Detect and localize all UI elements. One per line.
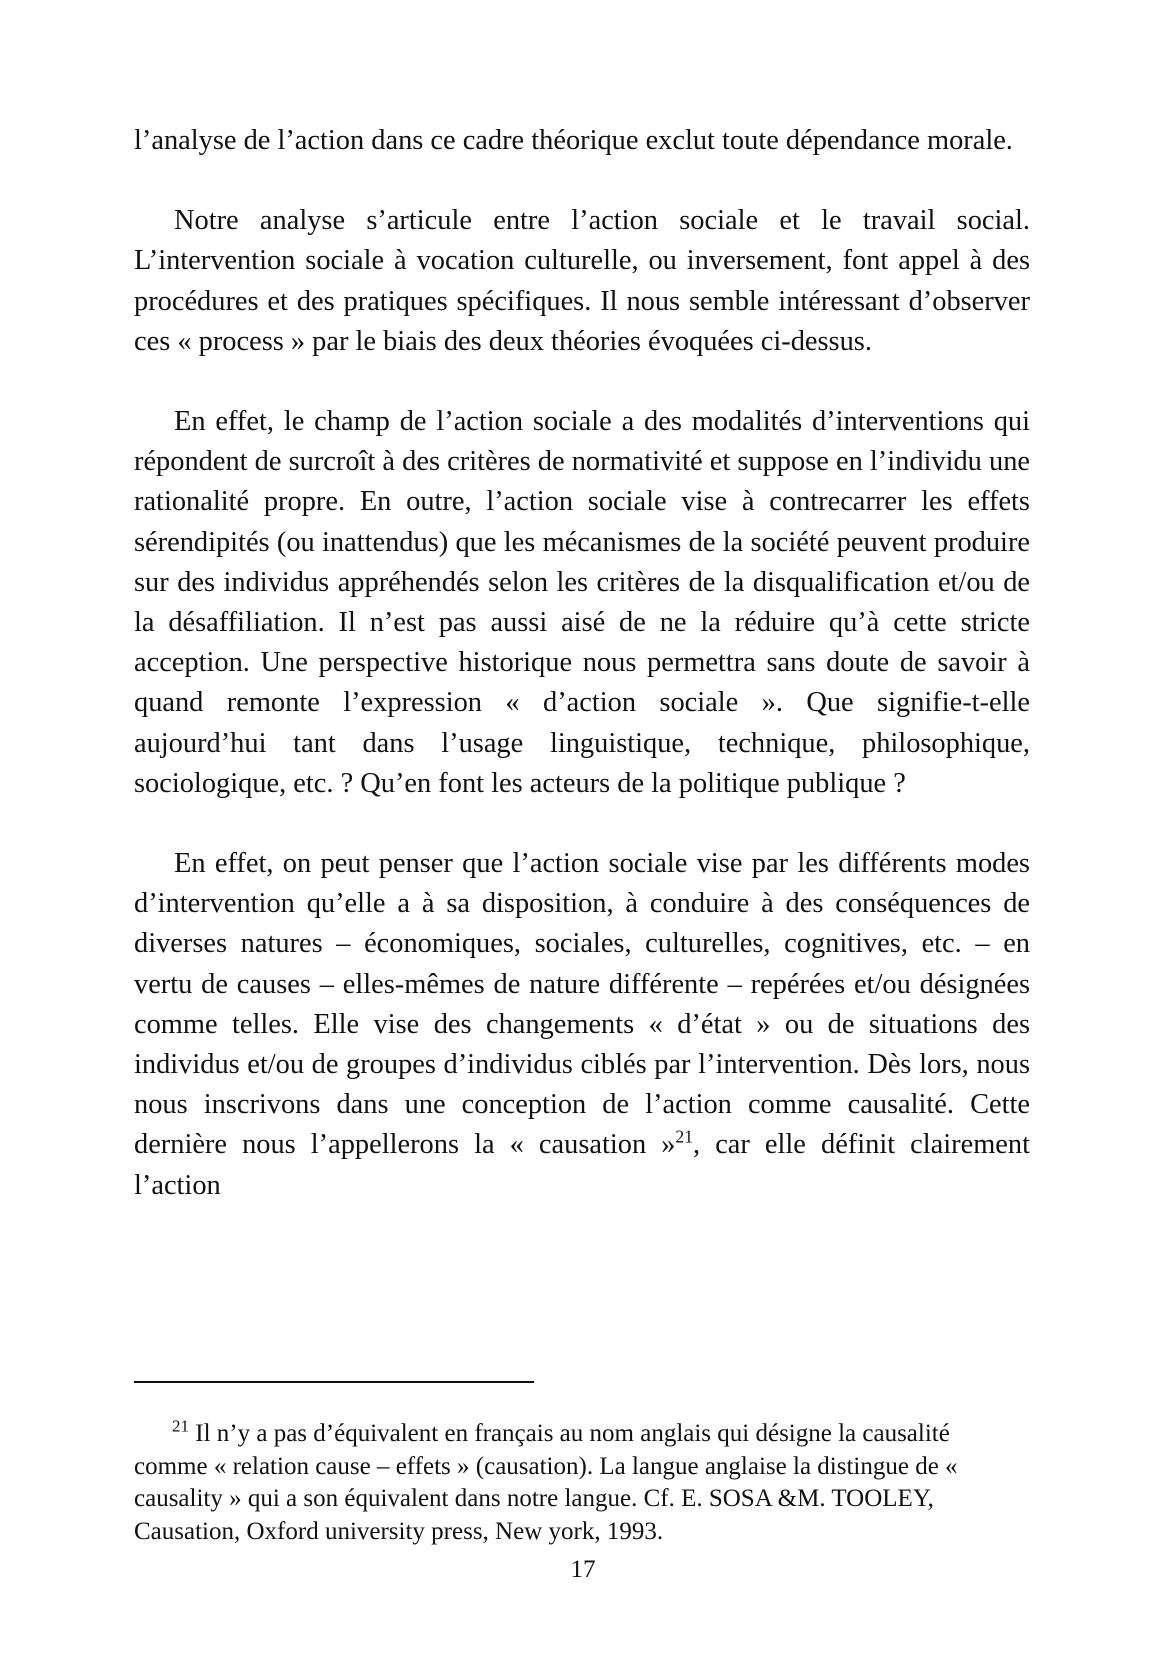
page-number: 17 — [570, 1556, 596, 1583]
footnote-separator — [134, 1381, 534, 1383]
paragraph-1: l’analyse de l’action dans ce cadre théorique exclut toute dépendance morale. — [134, 125, 1013, 156]
paragraph-4-text-end: , car elle définit clairement l’action — [134, 1129, 1030, 1201]
paragraph-gap — [134, 161, 1030, 201]
footnote — [134, 1418, 1014, 1548]
paragraph-gap — [134, 804, 1030, 844]
footnote-reference: 21 — [675, 1127, 694, 1147]
paragraph-gap — [134, 362, 1030, 402]
footnote-text: Il n’y a pas d’équivalent en français au nom anglais qui désigne la causalité comme « relation cause – effets » (causation). La langue anglaise la distingue de « causality » qui a son équivalent dans notre langue. Cf. E. SOSA &M. TOOLEY, Causation, Oxford university press, New york, 1993. — [134, 1420, 958, 1545]
paragraph-4 — [134, 844, 1030, 1206]
main-text — [134, 121, 1030, 1206]
footnote-number: 21 — [172, 1416, 189, 1436]
paragraph-2: Notre analyse s’articule entre l’action sociale et le travail social. L’intervention sociale à vocation culturelle, ou inversement, font appel à des procédures et des pratiques spécifiques. Il nous semble intéressant d’observer ces « process » par le biais des deux théories évoquées ci-dessus. — [134, 205, 1030, 357]
paragraph-3: En effet, le champ de l’action sociale a des modalités d’interventions qui répondent de surcroît à des critères de normativité et suppose en l’individu une rationalité propre. En outre, l’action sociale vise à contrecarrer les effets sérendipités (ou inattendus) que les mécanismes de la société peuvent produire sur des individus appréhendés selon les critères de la disqualification et/ou de la désaffiliation. Il n’est pas aussi aisé de ne la réduire qu’à cette stricte acception. Une perspective historique nous permettra sans doute de savoir à quand remonte l’expression « d’action sociale ». Que signifie-t-elle aujourd’hui tant dans l’usage linguistique, technique, philosophique, sociologique, etc. ? Qu’en font les acteurs de la politique publique ? — [134, 406, 1030, 799]
paragraph-4-text: En effet, on peut penser que l’action sociale vise par les différents modes d’intervention qu’elle a à sa disposition, à conduire à des conséquences de diverses natures – économiques, sociales, culturelles, cognitives, etc. – en vertu de causes – elles-mêmes de nature différente – repérées et/ou désignées comme telles. Elle vise des changements « d’état » ou de situations des individus et/ou de groupes d’individus ciblés par l’intervention. Dès lors, nous nous inscrivons dans une conception de l’action comme causalité. Cette dernière nous l’appellerons la « causation » — [134, 848, 1030, 1161]
